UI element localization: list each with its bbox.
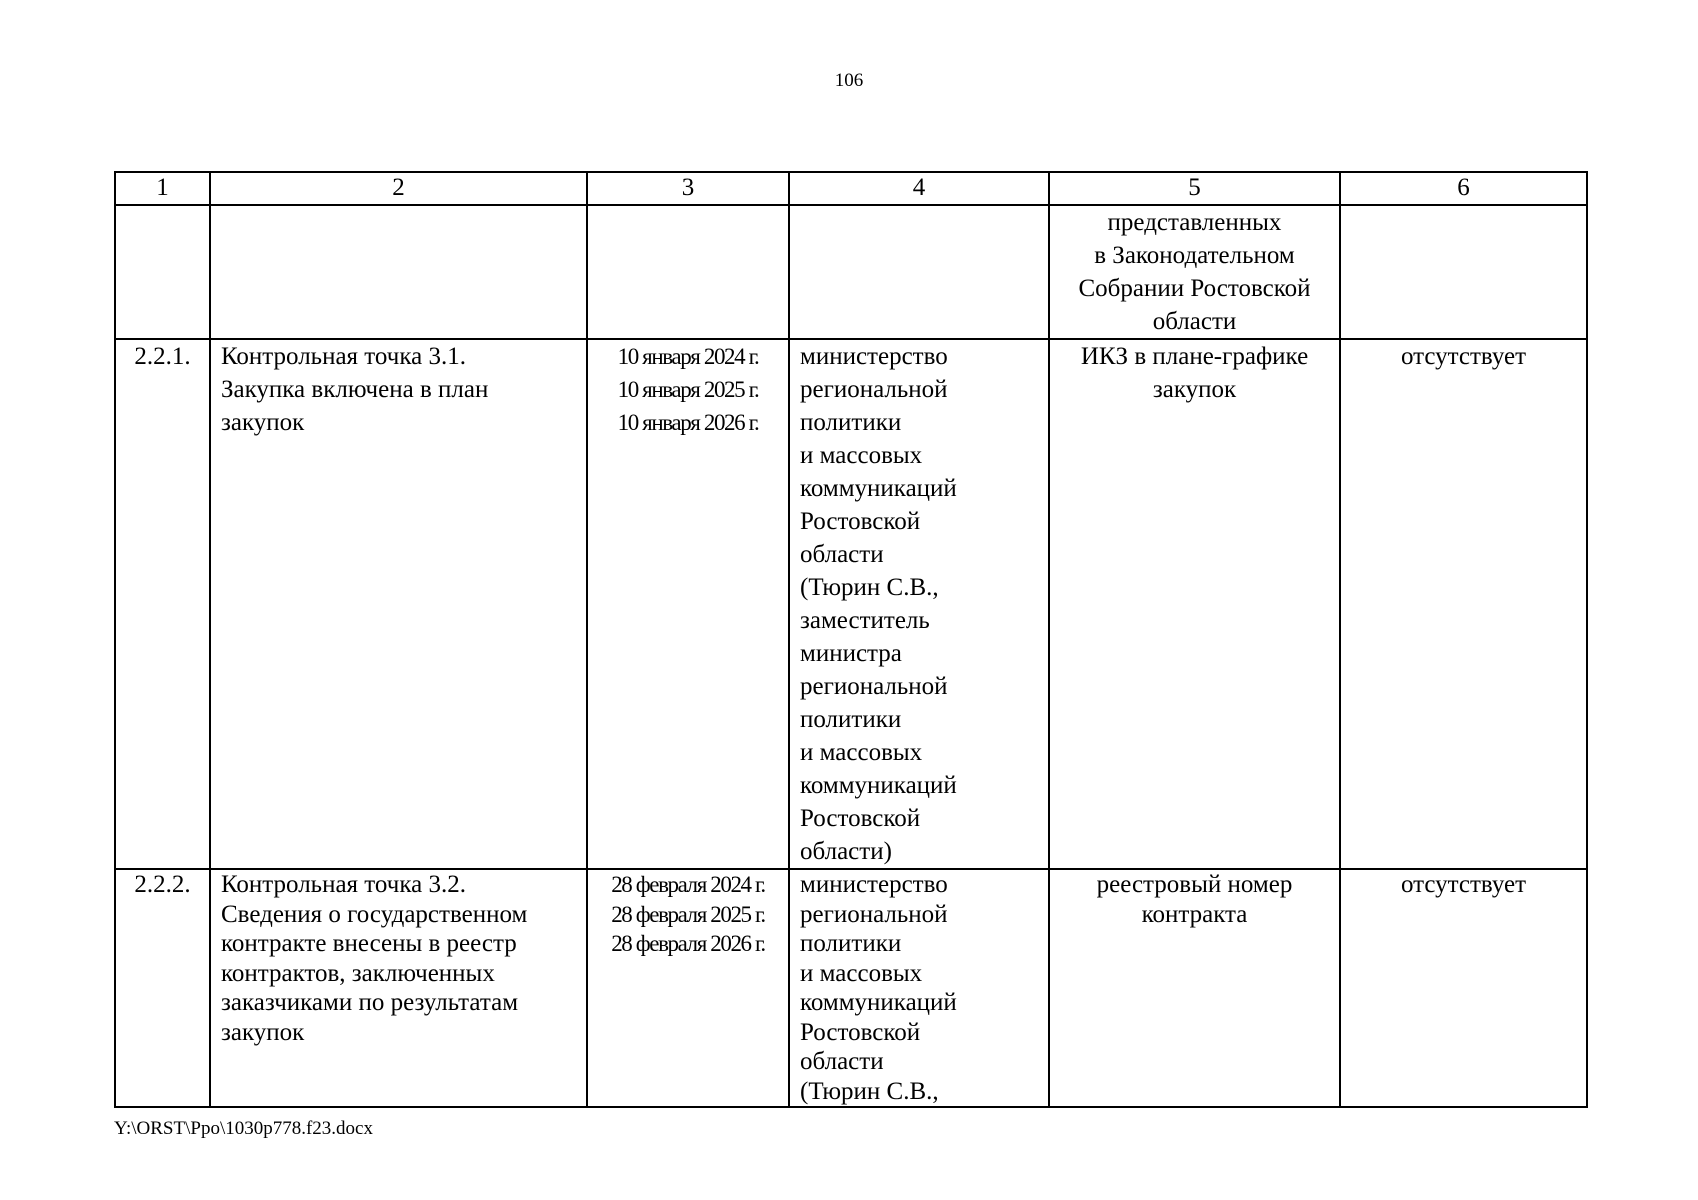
row-document-cell: ИКЗ в плане-графике закупок	[1049, 339, 1340, 869]
header-cell-5: 5	[1049, 172, 1340, 205]
row-number-cell: 2.2.2.	[115, 869, 210, 1107]
row-dates-cell	[587, 205, 789, 339]
row-responsible-cell: министерство региональной политики и массовых коммуникаций Ростовской области (Тюрин С.В., заместитель министра региональной политики и массовых коммуникаций Ростовской области)	[789, 339, 1049, 869]
row-note-cell: отсутствует	[1340, 869, 1587, 1107]
row-number-cell	[115, 205, 210, 339]
table-row	[115, 339, 1587, 869]
table-row	[115, 205, 1587, 339]
header-cell-1: 1	[115, 172, 210, 205]
row-dates-cell: 28 февраля 2024 г. 28 февраля 2025 г. 28 февраля 2026 г.	[587, 869, 789, 1107]
row-document-cell: представленных в Законодательном Собрании Ростовской области	[1049, 205, 1340, 339]
row-dates-cell: 10 января 2024 г. 10 января 2025 г. 10 января 2026 г.	[587, 339, 789, 869]
row-document-cell: реестровый номер контракта	[1049, 869, 1340, 1107]
plan-table	[114, 171, 1588, 1108]
row-note-cell: отсутствует	[1340, 339, 1587, 869]
row-name-cell: Контрольная точка 3.2. Сведения о государственном контракте внесены в реестр контрактов, заключенных заказчиками по результатам закупок	[210, 869, 587, 1107]
page-number: 106	[834, 70, 864, 91]
row-name-cell: Контрольная точка 3.1. Закупка включена в план закупок	[210, 339, 587, 869]
header-cell-4: 4	[789, 172, 1049, 205]
header-cell-2: 2	[210, 172, 587, 205]
row-responsible-cell	[789, 205, 1049, 339]
header-cell-3: 3	[587, 172, 789, 205]
row-number-cell: 2.2.1.	[115, 339, 210, 869]
file-path-footer: Y:\ORST\Ppo\1030p778.f23.docx	[114, 1118, 373, 1139]
table-header-row	[115, 172, 1587, 205]
row-responsible-cell: министерство региональной политики и массовых коммуникаций Ростовской области (Тюрин С.В.,	[789, 869, 1049, 1107]
row-name-cell	[210, 205, 587, 339]
table-row	[115, 869, 1587, 1107]
header-cell-6: 6	[1340, 172, 1587, 205]
row-note-cell	[1340, 205, 1587, 339]
